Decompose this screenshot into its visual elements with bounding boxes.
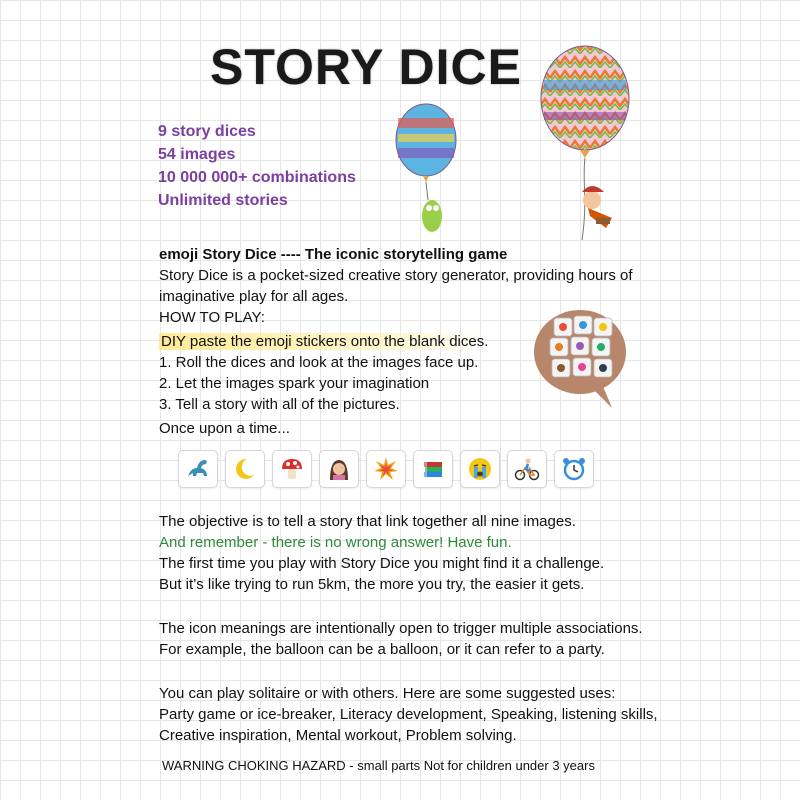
balloon-illustration-large bbox=[530, 40, 650, 250]
step-3: 3. Tell a story with all of the pictures. bbox=[159, 396, 400, 413]
step-2: 2. Let the images spark your imagination bbox=[159, 375, 430, 392]
objective-line-4: But it’s like trying to run 5km, the more you try, the easier it gets. bbox=[159, 576, 585, 593]
books-icon bbox=[413, 450, 453, 488]
cyclist-icon bbox=[507, 450, 547, 488]
dice-photo-bubble bbox=[530, 306, 630, 412]
woman-icon bbox=[319, 450, 359, 488]
stat-stories: Unlimited stories bbox=[158, 192, 288, 209]
intro-heading: emoji Story Dice ---- The iconic storytelling game bbox=[159, 246, 508, 263]
mushroom-icon bbox=[272, 450, 312, 488]
emoji-sample-row bbox=[178, 450, 594, 488]
balloon-illustration-small bbox=[390, 100, 470, 240]
meanings-line-1: The icon meanings are intentionally open to trigger multiple associations. bbox=[159, 620, 643, 637]
uses-line-3: Creative inspiration, Mental workout, Problem solving. bbox=[159, 727, 517, 744]
page-title: STORY DICE bbox=[210, 39, 522, 95]
objective-line-2: And remember - there is no wrong answer! Have fun. bbox=[159, 534, 512, 551]
intro-line-1: Story Dice is a pocket-sized creative story generator, providing hours of bbox=[159, 267, 633, 284]
objective-line-1: The objective is to tell a story that link together all nine images. bbox=[159, 513, 576, 530]
uses-line-2: Party game or ice-breaker, Literacy development, Speaking, listening skills, bbox=[159, 706, 658, 723]
objective-section bbox=[159, 511, 604, 595]
uses-line-1: You can play solitaire or with others. Here are some suggested uses: bbox=[159, 685, 616, 702]
stats-list bbox=[158, 122, 356, 214]
how-to-play-heading: HOW TO PLAY: bbox=[159, 309, 265, 326]
choking-hazard-warning: WARNING CHOKING HAZARD - small parts Not for children under 3 years bbox=[162, 758, 595, 773]
explosion-icon bbox=[366, 450, 406, 488]
crescent-moon-icon bbox=[225, 450, 265, 488]
stat-combinations: 10 000 000+ combinations bbox=[158, 169, 356, 186]
uses-section bbox=[159, 683, 658, 746]
stat-images: 54 images bbox=[158, 146, 236, 163]
dinosaur-icon bbox=[178, 450, 218, 488]
step-1: 1. Roll the dices and look at the images face up. bbox=[159, 354, 479, 371]
intro-line-2: imaginative play for all ages. bbox=[159, 288, 349, 305]
meanings-section bbox=[159, 618, 643, 660]
alarm-clock-icon bbox=[554, 450, 594, 488]
diy-instruction: DIY paste the emoji stickers onto the blank dices. bbox=[161, 333, 489, 350]
objective-line-3: The first time you play with Story Dice you might find it a challenge. bbox=[159, 555, 605, 572]
meanings-line-2: For example, the balloon can be a balloon, or it can refer to a party. bbox=[159, 641, 605, 658]
crying-face-icon bbox=[460, 450, 500, 488]
once-upon-a-time: Once upon a time... bbox=[159, 420, 290, 437]
stat-dices: 9 story dices bbox=[158, 123, 256, 140]
